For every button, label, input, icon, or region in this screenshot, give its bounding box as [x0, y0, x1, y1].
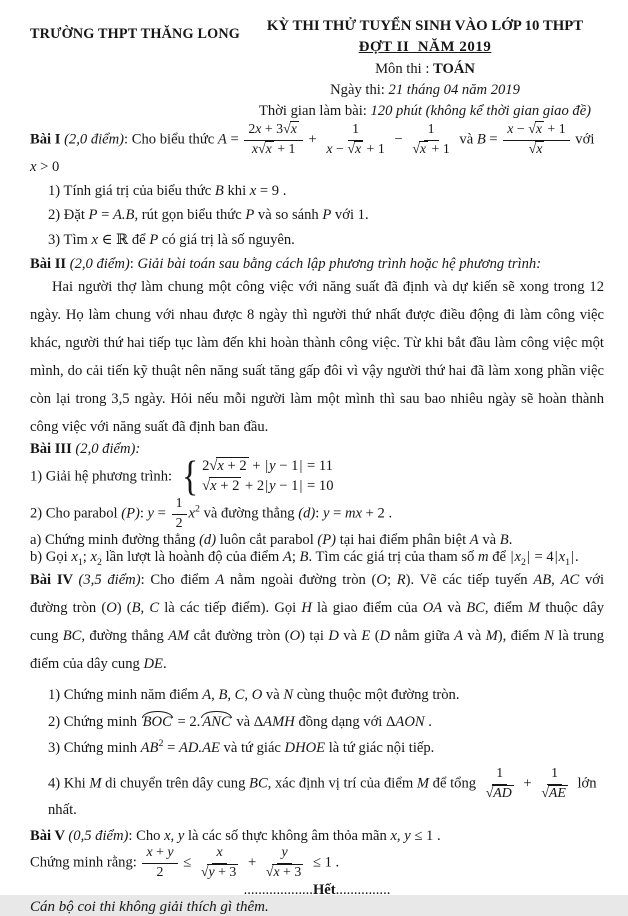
proctor-note: Cán bộ coi thi không giải thích gì thêm. — [30, 898, 269, 915]
duration-line — [246, 101, 604, 122]
problem-3-item-1: 1) Giải hệ phương trình: { 2√x + 2 + |y − 1| = 11 √x + 2 + 2|y − 1| = 10 — [30, 452, 334, 500]
exam-date-line — [246, 80, 604, 101]
problem-3-heading: Bài III (2,0 điểm): — [30, 440, 141, 457]
problem-1-item-2: 2) Đặt P = A.B, rút gọn biểu thức P và so sánh P với 1. — [48, 206, 369, 223]
problem-2 — [30, 256, 604, 441]
end-marker: ...................Hết............... — [243, 881, 391, 898]
problem-4-item-4: 4) Khi M di chuyển trên dây cung BC, xác định vị trí của điểm M để tổng $\frac{1}{√AD}$ + $\frac{1}{√AE}$ lớn nhất. — [48, 766, 597, 819]
exam-round: ĐỢT II NĂM 2019 — [358, 39, 492, 56]
exam-date-label: Ngày thi: — [330, 82, 385, 99]
problem-4-paragraph: Bài IV (3,5 điểm): Cho điểm A nằm ngoài đường tròn (O; R). Vẽ các tiếp tuyến AB, AC với đường tròn (O) (B, C là các tiếp điểm). Gọi H là giao điểm của OA và BC, điểm M thuộc dây cung BC, đường thẳng AM cắt đường tròn (O) tại D và E (D nằm giữa A và M), điểm N là trung điểm của dây cung DE. — [30, 572, 605, 673]
school-name: TRƯỜNG THPT THĂNG LONG — [30, 26, 241, 42]
problem-5 — [30, 828, 604, 881]
problem-3-item-2b: b) Gọi $x_1$; $x_2$ lần lượt là hoành độ của điểm A; B. Tìm các giá trị của tham số m để $|x_2| = 4|x_1|$. — [30, 549, 579, 569]
problem-3-item-2: 2) Cho parabol (P): y = $\frac{1}{2}$ $x^2$ và đường thẳng (d): y = mx + 2 . — [30, 495, 393, 531]
document-header — [30, 16, 604, 122]
problem-1-heading: Bài I (2,0 điểm): Cho biểu thức A = $\frac{2x + 3√x}{x√x + 1}$ + $\frac{1}{x - √x + 1}$ − $\frac{1}{√x + 1}$ và B = $\frac{x - √x + 1}{√x}$ với x > 0 — [30, 122, 595, 175]
exam-header-block — [246, 16, 604, 122]
subject-line — [246, 59, 604, 80]
problem-4 — [30, 566, 604, 819]
problem-4-item-3: 3) Chứng minh $AB^2 = AD.AE$ và tứ giác DHOE là tứ giác nội tiếp. — [48, 738, 435, 757]
problem-1-items — [30, 183, 604, 249]
problem-3 — [30, 440, 604, 569]
exam-date-value: 21 tháng 04 năm 2019 — [388, 82, 520, 99]
exam-title: KỲ THI THỬ TUYỂN SINH VÀO LỚP 10 THPT — [266, 18, 584, 34]
duration-value: 120 phút (không kể thời gian giao đề) — [370, 103, 592, 120]
subject-value: TOÁN — [433, 60, 475, 77]
problem-4-item-2: 2) Chứng minh BOC = 2. ANC và ΔAMH đồng dạng với ΔAON . — [48, 714, 432, 731]
problem-5-heading: Bài V (0,5 điểm): Cho x, y là các số thực không âm thỏa mãn x, y ≤ 1 . — [30, 828, 441, 845]
document-footer — [30, 882, 604, 916]
problem-2-paragraph: Hai người thợ làm chung một công việc với năng suất đã định và dự kiến sẽ xong trong 12 ngày. Họ làm chung với nhau được 8 ngày thì người thứ nhất được điều động đi làm công việc khác, người thứ hai tiếp tục làm đến khi hoàn thành công việc. Từ khi bắt đầu làm công việc một mình, do cải tiến kỹ thuật nên năng suất tăng gấp đôi vì vậy người thứ hai đã làm xong phần việc còn lại trong 3,5 ngày. Hỏi nếu mỗi người làm một mình thì sau bao nhiêu ngày sẽ hoàn thành công việc với năng suất đã định ban đầu. — [30, 278, 604, 435]
problem-1-item-1: 1) Tính giá trị của biểu thức B khi x = 9 . — [48, 182, 287, 199]
problem-2-heading: Bài II (2,0 điểm): Giải bài toán sau bằng cách lập phương trình hoặc hệ phương trình: — [30, 255, 542, 272]
problem-4-items — [30, 687, 604, 819]
problem-3-item-2a: a) Chứng minh đường thẳng (d) luôn cắt parabol (P) tại hai điểm phân biệt A và B. — [30, 532, 513, 549]
problem-1 — [30, 122, 604, 248]
problem-5-statement: Chứng minh rằng: $\frac{x + y}{2}$ ≤ $\frac{x}{√y + 3}$ + $\frac{y}{√x + 3}$ ≤ 1 . — [30, 845, 340, 881]
subject-label: Môn thi : — [375, 60, 430, 77]
duration-label: Thời gian làm bài: — [258, 103, 367, 120]
problem-1-item-3: 3) Tìm x ∈ ℝ để P có giá trị là số nguyên. — [48, 231, 295, 248]
problem-4-item-1: 1) Chứng minh năm điểm A, B, C, O và N cùng thuộc một đường tròn. — [48, 687, 460, 704]
